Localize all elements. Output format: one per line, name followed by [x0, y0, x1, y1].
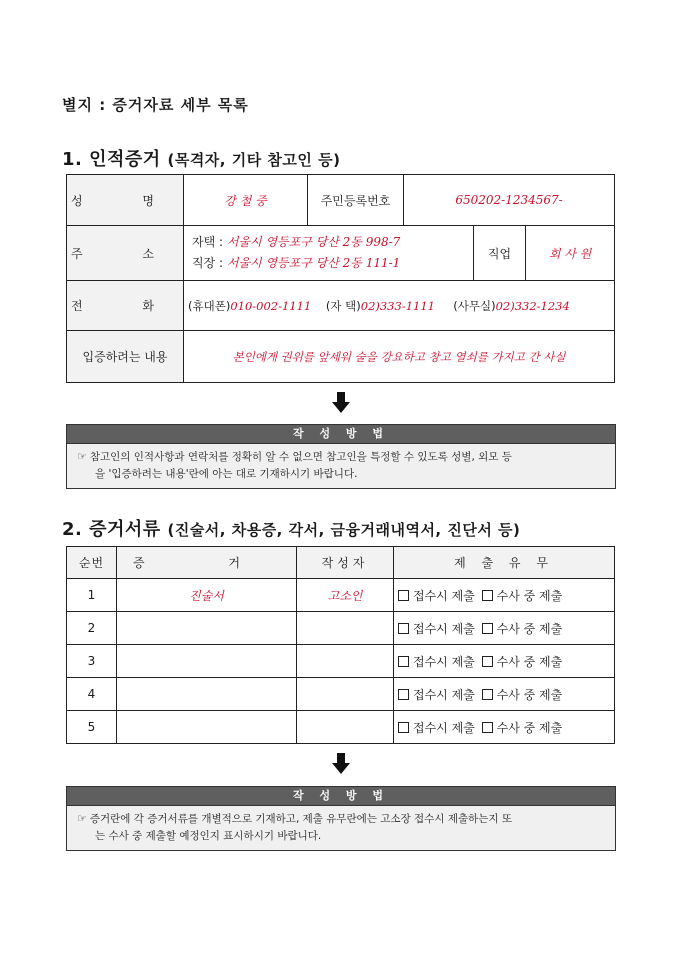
home-address: 자택 : 서울시 영등포구 당산 2동 998-7	[192, 235, 401, 249]
phone-label: 전 화	[67, 281, 184, 331]
table-row: 2 접수시 제출 수사 중 제출	[67, 612, 615, 645]
pointing-hand-icon: ☞	[77, 812, 87, 825]
submit-during-investigation-checkbox[interactable]	[482, 722, 493, 733]
col-no-header: 순번	[67, 547, 117, 579]
mobile-number: 010-002-1111	[230, 298, 312, 313]
table-row: 5 접수시 제출 수사 중 제출	[67, 711, 615, 744]
home-phone-number: 02)333-1111	[360, 298, 435, 313]
col-author-header: 작성자	[297, 547, 394, 579]
witness-table	[66, 174, 615, 383]
section2-heading-number: 2. 증거서류	[62, 519, 161, 540]
col-submit-header: 제 출 유 무	[394, 547, 615, 579]
col-evidence-header: 증 거	[117, 547, 297, 579]
submit-on-filing-checkbox[interactable]	[398, 623, 409, 634]
proof-label: 입증하려는 내용	[67, 331, 184, 383]
proof-value: 본인에게 권위를 앞세워 술을 강요하고 창고 열쇠를 가지고 간 사실	[184, 331, 615, 383]
guide-header: 작 성 방 법	[67, 425, 615, 444]
submit-on-filing-checkbox[interactable]	[398, 590, 409, 601]
job-value: 회 사 원	[526, 226, 615, 281]
office-number: 02)332-1234	[495, 298, 570, 313]
section1-heading-sub: (목격자, 기타 참고인 등)	[167, 151, 341, 169]
table-row: 4 접수시 제출 수사 중 제출	[67, 678, 615, 711]
work-address: 직장 : 서울시 영등포구 당산 2동 111-1	[192, 256, 401, 270]
submit-during-investigation-checkbox[interactable]	[482, 623, 493, 634]
section2-heading-sub: (진술서, 차용증, 각서, 금융거래내역서, 진단서 등)	[167, 521, 521, 539]
guide-box-1	[66, 424, 616, 489]
name-label: 성 명	[67, 175, 184, 226]
evidence-table	[66, 546, 615, 744]
guide-box-2	[66, 786, 616, 851]
address-value	[184, 226, 474, 281]
rrn-value: 650202-1234567-	[404, 175, 615, 226]
submit-on-filing-checkbox[interactable]	[398, 689, 409, 700]
guide-body: ☞ 참고인의 인적사항과 연락처를 정확히 알 수 없으면 참고인을 특정할 수 있도록 성별, 외모 등 을 '입증하려는 내용'란에 아는 대로 기재하시기 바랍니다.	[67, 444, 615, 488]
submit-during-investigation-checkbox[interactable]	[482, 689, 493, 700]
guide-header: 작 성 방 법	[67, 787, 615, 806]
submit-during-investigation-checkbox[interactable]	[482, 656, 493, 667]
down-arrow-icon	[331, 753, 351, 775]
phone-value: (휴대폰)010-002-1111 (자 택)02)333-1111 (사무실)02)332-1234	[184, 281, 615, 331]
guide-body: ☞ 증거란에 각 증거서류를 개별적으로 기재하고, 제출 유무란에는 고소장 접수시 제출하는지 또 는 수사 중 제출할 예정인지 표시하시기 바랍니다.	[67, 806, 615, 850]
table-row: 3 접수시 제출 수사 중 제출	[67, 645, 615, 678]
section1-heading-number: 1. 인적증거	[62, 149, 161, 170]
name-value: 강 철 중	[184, 175, 308, 226]
rrn-label: 주민등록번호	[308, 175, 404, 226]
address-label: 주 소	[67, 226, 184, 281]
section1-heading	[62, 145, 340, 171]
table-row: 1 진술서 고소인 접수시 제출 수사 중 제출	[67, 579, 615, 612]
pointing-hand-icon: ☞	[77, 450, 87, 463]
section2-heading	[62, 515, 520, 541]
submit-on-filing-checkbox[interactable]	[398, 722, 409, 733]
submit-during-investigation-checkbox[interactable]	[482, 590, 493, 601]
document-title: 별지 : 증거자료 세부 목록	[62, 96, 249, 114]
submit-on-filing-checkbox[interactable]	[398, 656, 409, 667]
down-arrow-icon	[331, 392, 351, 414]
job-label: 직업	[474, 226, 526, 281]
